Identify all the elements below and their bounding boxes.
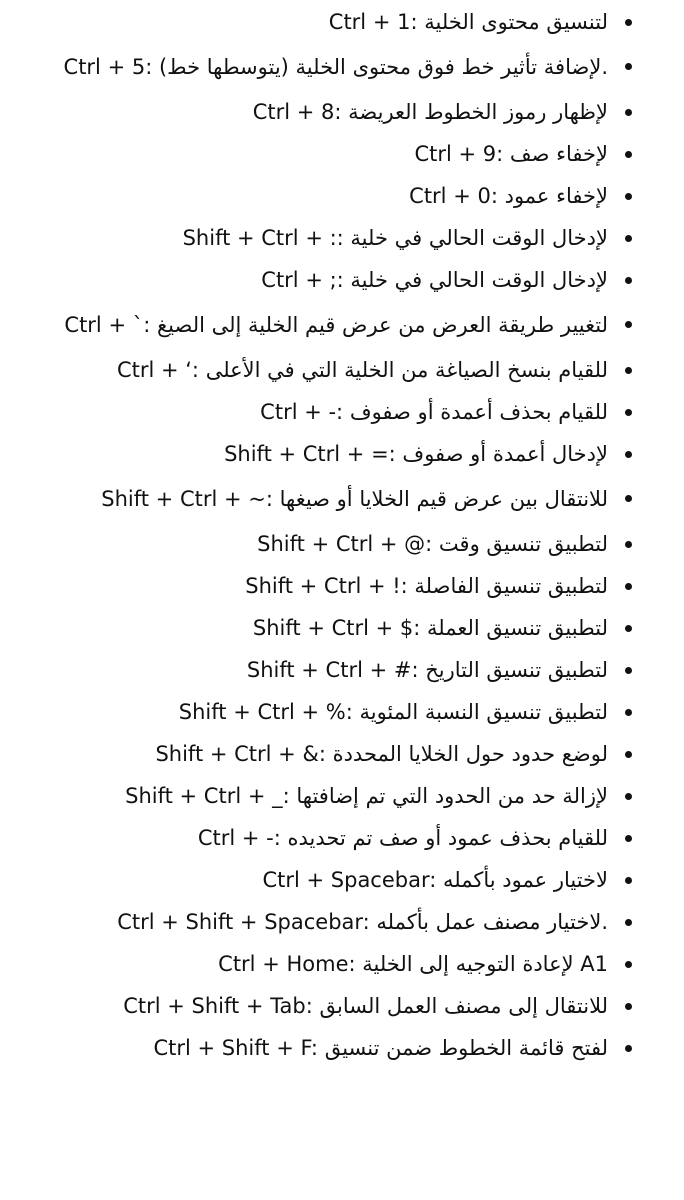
list-item (0, 859, 684, 901)
shortcut-text: Shift + Ctrl + _: لإزالة حد من الحدود التي تم إضافتها (125, 784, 608, 808)
list-item (0, 817, 684, 859)
shortcut-text: Ctrl + ‘: للقيام بنسخ الصياغة من الخلية التي في الأعلى (116, 358, 608, 382)
list-item (0, 433, 684, 475)
list-item (0, 607, 684, 649)
list-item (0, 565, 684, 607)
list-item (0, 259, 684, 301)
shortcut-text: Shift + Ctrl + #: لتطبيق تنسيق التاريخ (246, 658, 608, 682)
shortcut-text: Shift + Ctrl + ~: للانتقال بين عرض قيم الخلايا أو صيغها (101, 487, 608, 511)
list-item (0, 391, 684, 433)
list-item (0, 349, 684, 391)
list-item (0, 943, 684, 985)
list-item (0, 301, 684, 349)
shortcut-text: Shift + Ctrl + %: لتطبيق تنسيق النسبة المئوية (178, 700, 608, 724)
shortcut-text: Ctrl + 8: لإظهار رموز الخطوط العريضة (252, 100, 608, 124)
list-item (0, 43, 684, 91)
list-item (0, 523, 684, 565)
shortcut-text: Shift + Ctrl + @: لتطبيق تنسيق وقت (257, 532, 608, 556)
shortcut-text: Shift + Ctrl + $: لتطبيق تنسيق العملة (252, 616, 608, 640)
list-item (0, 649, 684, 691)
list-item (0, 691, 684, 733)
list-item (0, 217, 684, 259)
shortcut-text: Ctrl + Spacebar: لاختيار عمود بأكمله (262, 868, 608, 892)
list-item (0, 733, 684, 775)
shortcut-text: Ctrl + 0: لإخفاء عمود (409, 184, 608, 208)
list-item (0, 1027, 684, 1069)
shortcut-text: Shift + Ctrl + =: لإدخال أعمدة أو صفوف (224, 442, 608, 466)
list-item (0, 475, 684, 523)
shortcut-text: Ctrl + -: للقيام بحذف عمود أو صف تم تحديده (197, 826, 608, 850)
shortcut-text: Ctrl + 1: لتنسيق محتوى الخلية (328, 10, 608, 34)
list-item (0, 175, 684, 217)
list-item (0, 901, 684, 943)
shortcut-text: Shift + Ctrl + !: لتطبيق تنسيق الفاصلة (245, 574, 608, 598)
list-item (0, 91, 684, 133)
list-item (0, 133, 684, 175)
shortcut-text: Ctrl + 9: لإخفاء صف (414, 142, 608, 166)
shortcut-text: Shift + Ctrl + &: لوضع حدود حول الخلايا المحددة (155, 742, 608, 766)
shortcut-text: Ctrl + Shift + F: لفتح قائمة الخطوط ضمن تنسيق (153, 1036, 608, 1060)
shortcut-text: Ctrl + -: للقيام بحذف أعمدة أو صفوف (260, 400, 608, 424)
shortcut-text: Ctrl + `: لتغيير طريقة العرض من عرض قيم الخلية إلى الصيغ (64, 313, 608, 337)
list-item (0, 1, 684, 43)
shortcut-text: Ctrl + Home: لإعادة التوجيه إلى الخلية A1 (218, 952, 608, 976)
shortcut-text: Ctrl + Shift + Spacebar: لاختيار مصنف عمل بأكمله. (117, 910, 608, 934)
shortcut-text: Ctrl + 5: لإضافة تأثير خط فوق محتوى الخلية (يتوسطها خط). (63, 55, 608, 79)
list-item (0, 775, 684, 817)
shortcut-text: Ctrl + Shift + Tab: للانتقال إلى مصنف العمل السابق (123, 994, 608, 1018)
shortcut-text: Shift + Ctrl + :: لإدخال الوقت الحالي في خلية (182, 226, 608, 250)
shortcut-text: Ctrl + ;: لإدخال الوقت الحالي في خلية (261, 268, 608, 292)
list-item (0, 985, 684, 1027)
